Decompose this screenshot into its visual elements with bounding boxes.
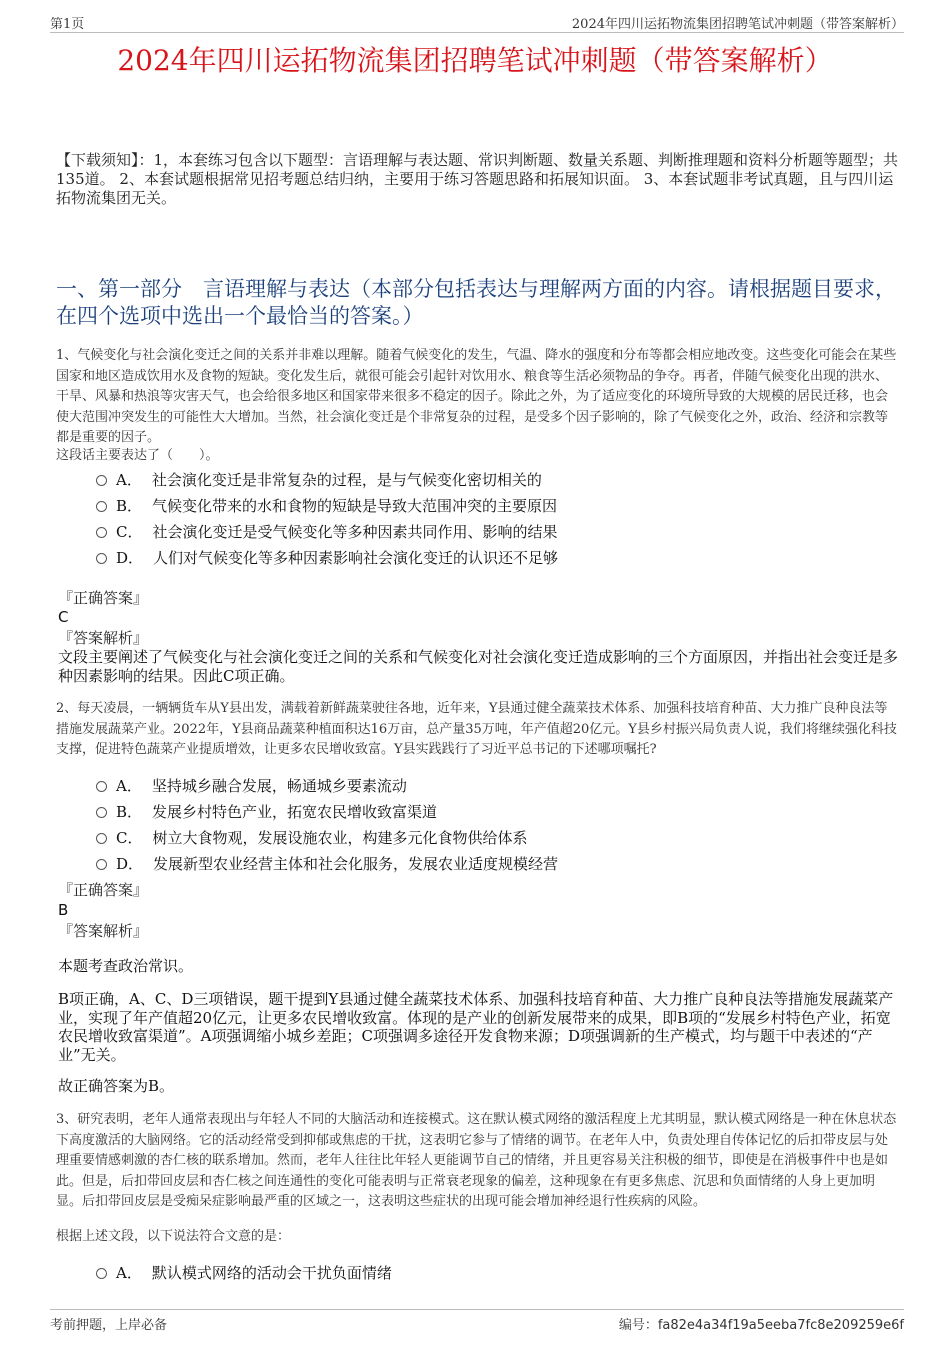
radio-icon[interactable] [96,475,107,486]
question-1-analysis-label: 『答案解析』 [58,629,149,647]
question-3-option-a[interactable]: A． 默认模式网络的活动会干扰负面情绪 [96,1263,392,1283]
question-1-analysis: 文段主要阐述了气候变化与社会演化变迁之间的关系和气候变化对社会演化变迁造成影响的三个方面原因，并指出社会变迁是多种因素影响的结果。因此C项正确。 [58,648,899,685]
question-2-option-a[interactable]: A． 坚持城乡融合发展，畅通城乡要素流动 [96,776,407,796]
question-1-answer: C [58,608,69,626]
question-2-option-b[interactable]: B． 发展乡村特色产业，拓宽农民增收致富渠道 [96,802,437,822]
question-1-option-b[interactable]: B． 气候变化带来的水和食物的短缺是导致大范围冲突的主要原因 [96,496,557,516]
radio-icon[interactable] [96,781,107,792]
footer-code: 编号：fa82e4a34f19a5eeba7fc8e209259e6f [618,1318,904,1333]
header-doc-title: 2024年四川运拓物流集团招聘笔试冲刺题（带答案解析） [571,17,904,32]
question-1-stem: 1、气候变化与社会演化变迁之间的关系并非难以理解。随着气候变化的发生，气温、降水的强度和分布等都会相应地改变。这些变化可能会在某些国家和地区造成饮用水及食物的短缺。变化发生后，就很可能会引起针对饮用水、粮食等生活必须物品的争夺。再者，伴随气候变化出现的洪水、干旱、风暴和热浪等灾害天气，也会给很多地区和国家带来很多不稳定的因子。除此之外，为了适应变化的环境所导致的大规模的居民迁移，也会使大范围冲突发生的可能性大大增加。当然，社会演化变迁是个非常复杂的过程，是受多个因子影响的，除了气候变化之外，政治、经济和宗教等都是重要的因子。 [56,348,897,445]
question-1-option-c[interactable]: C． 社会演化变迁是受气候变化等多种因素共同作用、影响的结果 [96,522,558,542]
question-2-option-d[interactable]: D． 发展新型农业经营主体和社会化服务，发展农业适度规模经营 [96,854,558,874]
document-title: 2024年四川运拓物流集团招聘笔试冲刺题（带答案解析） [117,44,833,77]
page-number: 第1页 [50,17,85,32]
question-2-analysis-label: 『答案解析』 [58,922,149,940]
question-1-answer-label: 『正确答案』 [58,589,149,607]
question-2-answer-label: 『正确答案』 [58,881,149,899]
radio-icon[interactable] [96,553,107,564]
radio-icon[interactable] [96,859,107,870]
question-3-stem: 3、研究表明，老年人通常表现出与年轻人不同的大脑活动和连接模式。这在默认模式网络的激活程度上尤其明显，默认模式网络是一种在休息状态下高度激活的大脑网络。它的活动经常受到抑郁或焦虑的干扰，这表明它参与了情绪的调节。在老年人中，负责处理自传体记忆的后扣带皮层与处理重要情感刺激的杏仁核的联系增加。然而，老年人往往比年轻人更能调节自己的情绪，并且更容易关注积极的细节，即使是在消极事件中也是如此。但是，后扣带回皮层和杏仁核之间连通性的变化可能表明与正常衰老现象的偏差，这种现象在有更多焦虑、沉思和负面情绪的人身上更加明显。后扣带回皮层是受痴呆症影响最严重的区域之一，这表明这些症状的出现可能会增加神经退行性疾病的风险。 [56,1112,897,1209]
radio-icon[interactable] [96,1268,107,1279]
download-notice: 【下载须知】：1，本套练习包含以下题型：言语理解与表达题、常识判断题、数量关系题、判断推理题和资料分析题等题型；共135道。 2、本套试题根据常见招考题总结归纳，主要用于练习答题思路和拓展知识面。 3、本套试题非考试真题，且与四川运拓物流集团无关。 [56,151,899,207]
question-3-prompt: 根据上述文段，以下说法符合文意的是： [56,1229,291,1244]
question-2-stem: 2、每天凌晨，一辆辆货车从Y县出发，满载着新鲜蔬菜驶往各地，近年来，Y县通过健全蔬菜技术体系、加强科技培育种苗、大力推广良种良法等措施发展蔬菜产业。2022年，Y县商品蔬菜种植面积达16万亩，总产量35万吨，年产值超20亿元。Y县乡村振兴局负责人说，我们将继续强化科技支撑，促进特色蔬菜产业提质增效，让更多农民增收致富。Y县实践践行了习近平总书记的下述哪项嘱托? [56,701,897,757]
footer-slogan: 考前押题，上岸必备 [50,1318,168,1333]
question-2-analysis-conclusion: 故正确答案为B。 [58,1077,175,1095]
question-1-option-d[interactable]: D． 人们对气候变化等多种因素影响社会演化变迁的认识还不足够 [96,548,558,568]
radio-icon[interactable] [96,527,107,538]
page-footer [50,1309,904,1340]
question-2-analysis-intro: 本题考查政治常识。 [58,957,194,975]
question-2-answer: B [58,901,69,919]
question-1-prompt: 这段话主要表达了（ ）。 [56,448,219,463]
radio-icon[interactable] [96,501,107,512]
question-1-option-a[interactable]: A． 社会演化变迁是非常复杂的过程，是与气候变化密切相关的 [96,470,542,490]
question-2-analysis-body: B项正确，A、C、D三项错误，题干提到Y县通过健全蔬菜技术体系、加强科技培育种苗、大力推广良种良法等措施发展蔬菜产业，实现了年产值超20亿元，让更多农民增收致富。体现的是产业的创新发展带来的成果，即B项的“发展乡村特色产业，拓宽农民增收致富渠道”。A项强调缩小城乡差距；C项强调多途径开发食物来源；D项强调新的生产模式，均与题干中表述的“产业”无关。 [58,990,894,1064]
radio-icon[interactable] [96,807,107,818]
page-header [50,10,904,33]
question-2-option-c[interactable]: C． 树立大食物观，发展设施农业，构建多元化食物供给体系 [96,828,528,848]
section-heading: 一、第一部分 言语理解与表达（本部分包括表达与理解两方面的内容。请根据题目要求，在四个选项中选出一个最恰当的答案。） [56,277,896,328]
radio-icon[interactable] [96,833,107,844]
